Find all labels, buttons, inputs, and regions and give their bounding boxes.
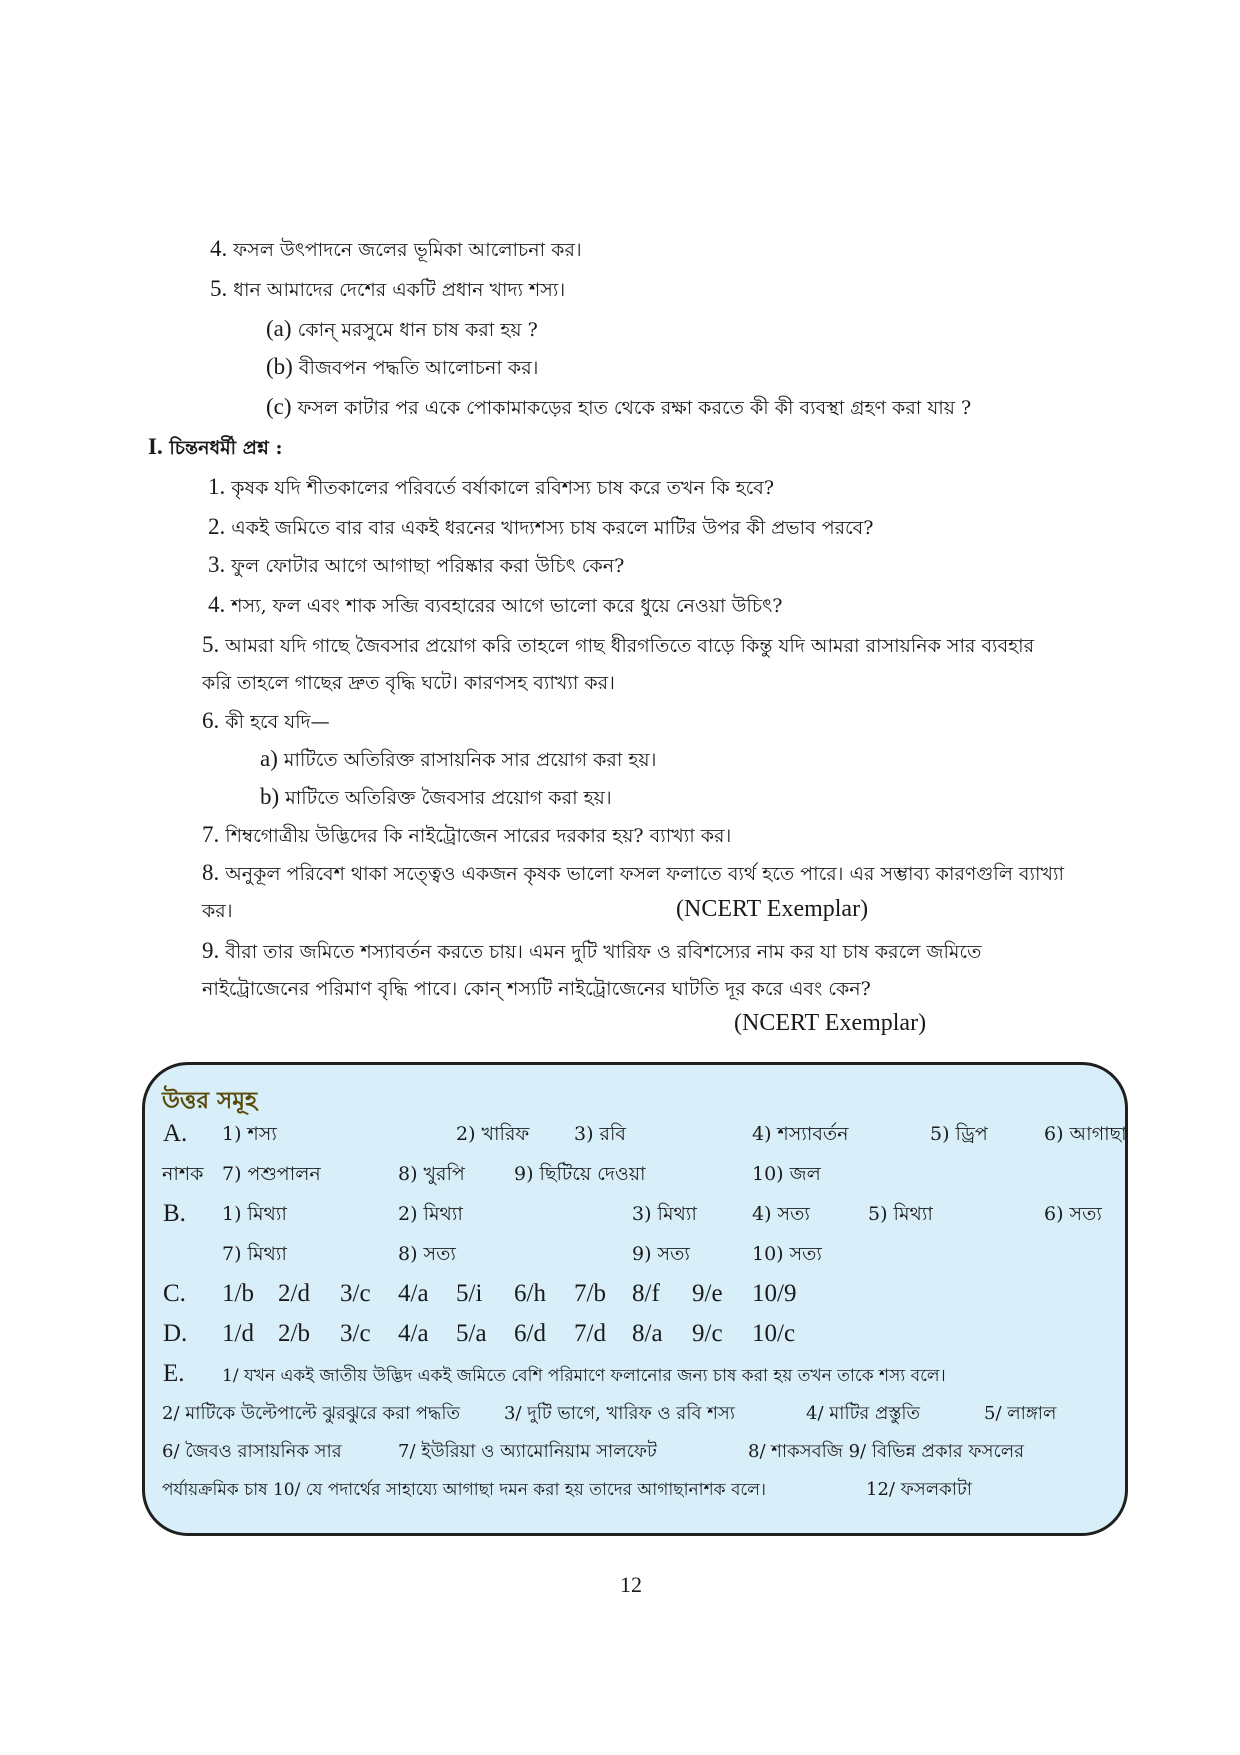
- answer-d10: 10/c: [752, 1320, 796, 1347]
- answer-d8: 8/a: [632, 1320, 663, 1347]
- answer-e8: 8/ শাকসবজি 9/ বিভিন্ন প্রকার ফসলের: [748, 1441, 1025, 1462]
- answer-b9: 9) সত্য: [632, 1243, 690, 1265]
- answer-c9: 9/e: [692, 1280, 723, 1307]
- answer-a5: 5) ড্রিপ: [930, 1123, 988, 1145]
- answer-c4: 4/a: [398, 1280, 429, 1307]
- thinking-question-9-cont: নাইট্রোজেনের পরিমাণ বৃদ্ধি পাবে। কোন্ শস্যটি নাইট্রোজেনের ঘাটতি দূর করে এবং কেন?: [202, 978, 871, 1000]
- thinking-question-3: 3. ফুল ফোটার আগে আগাছা পরিষ্কার করা উচিৎ কেন?: [208, 552, 625, 577]
- answer-b2: 2) মিথ্যা: [398, 1203, 463, 1225]
- exemplar-source-9: (NCERT Exemplar): [734, 1010, 927, 1036]
- answer-d5: 5/a: [456, 1320, 487, 1347]
- answer-b10: 10) সত্য: [752, 1243, 822, 1265]
- answer-d3: 3/c: [340, 1320, 371, 1347]
- answer-d7: 7/d: [574, 1320, 606, 1347]
- answer-e1: 1/ যখন একই জাতীয় উদ্ভিদ একই জমিতে বেশি পরিমাণে ফলানোর জন্য চাষ করা হয় তখন তাকে শস্য বলে।: [222, 1366, 946, 1386]
- answer-d1: 1/d: [222, 1320, 254, 1347]
- thinking-question-6a: a) মাটিতে অতিরিক্ত রাসায়নিক সার প্রয়োগ করা হয়।: [260, 746, 657, 771]
- answer-d6: 6/d: [514, 1320, 546, 1347]
- answer-c1: 1/b: [222, 1280, 254, 1307]
- answer-a6-cont: নাশক: [162, 1163, 204, 1185]
- answer-e4: 4/ মাটির প্রস্তুতি: [806, 1403, 921, 1424]
- answer-c8: 8/f: [632, 1280, 660, 1307]
- answer-a8: 8) খুরপি: [398, 1163, 465, 1185]
- thinking-question-4: 4. শস্য, ফল এবং শাক সব্জি ব্যবহারের আগে ভালো করে ধুয়ে নেওয়া উচিৎ?: [208, 592, 783, 617]
- answer-e2: 2/ মাটিকে উল্টেপাল্টে ঝুরঝুরে করা পদ্ধতি: [162, 1403, 460, 1424]
- answer-e9: পর্যায়ক্রমিক চাষ 10/ যে পদার্থের সাহায্যে আগাছা দমন করা হয় তাদের আগাছানাশক বলে।: [162, 1480, 766, 1500]
- answer-a4: 4) শস্যাবর্তন: [752, 1123, 849, 1145]
- answer-c10: 10/9: [752, 1280, 797, 1307]
- answer-b1: 1) মিথ্যা: [222, 1203, 287, 1225]
- answer-e12: 12/ ফসলকাটা: [866, 1479, 972, 1500]
- answer-a6: 6) আগাছা: [1044, 1123, 1127, 1145]
- answer-a2: 2) খারিফ: [456, 1123, 530, 1145]
- answer-c7: 7/b: [574, 1280, 606, 1307]
- answer-e5: 5/ লাঙ্গাল: [984, 1403, 1057, 1424]
- answer-b8: 8) সত্য: [398, 1243, 456, 1265]
- answer-b7: 7) মিথ্যা: [222, 1243, 287, 1265]
- answer-a1: 1) শস্য: [222, 1123, 277, 1145]
- thinking-question-8: 8. অনুকূল পরিবেশ থাকা সত্ত্বেও একজন কৃষক ভালো ফসল ফলাতে ব্যর্থ হতে পারে। এর সম্ভাব্য কারণগুলি ব্যাখ্যা: [202, 860, 1064, 885]
- answer-c3: 3/c: [340, 1280, 371, 1307]
- question-5: 5. ধান আমাদের দেশের একটি প্রধান খাদ্য শস্য।: [210, 276, 566, 301]
- thinking-question-6: 6. কী হবে যদি—: [202, 708, 330, 733]
- thinking-question-7: 7. শিম্বগোত্রীয় উদ্ভিদের কি নাইট্রোজেন সারের দরকার হয়? ব্যাখ্যা কর।: [202, 822, 732, 847]
- answer-e6: 6/ জৈবও রাসায়নিক সার: [162, 1441, 342, 1462]
- answer-e7: 7/ ইউরিয়া ও অ্যামোনিয়াম সালফেট: [398, 1441, 657, 1462]
- answer-d4: 4/a: [398, 1320, 429, 1347]
- section-heading: I. চিন্তনধর্মী প্রশ্ন :: [148, 434, 283, 459]
- answer-b6: 6) সত্য: [1044, 1203, 1102, 1225]
- answer-a-label: A.: [163, 1120, 188, 1147]
- answer-c5: 5/i: [456, 1280, 483, 1307]
- question-5b: (b) বীজবপন পদ্ধতি আলোচনা কর।: [266, 354, 539, 379]
- answer-c6: 6/h: [514, 1280, 546, 1307]
- thinking-question-2: 2. একই জমিতে বার বার একই ধরনের খাদ্যশস্য চাষ করলে মাটির উপর কী প্রভাব পরবে?: [208, 514, 874, 539]
- question-5a: (a) কোন্ মরসুমে ধান চাষ করা হয় ?: [266, 316, 538, 341]
- answer-b4: 4) সত্য: [752, 1203, 810, 1225]
- page-number: 12: [620, 1572, 642, 1597]
- answer-b3: 3) মিথ্যা: [632, 1203, 697, 1225]
- answer-d-label: D.: [163, 1320, 188, 1347]
- question-5c: (c) ফসল কাটার পর একে পোকামাকড়ের হাত থেকে রক্ষা করতে কী কী ব্যবস্থা গ্রহণ করা যায় ?: [266, 394, 972, 419]
- answer-a10: 10) জল: [752, 1163, 821, 1185]
- thinking-question-6b: b) মাটিতে অতিরিক্ত জৈবসার প্রয়োগ করা হয়।: [260, 784, 612, 809]
- thinking-question-5-cont: করি তাহলে গাছের দ্রুত বৃদ্ধি ঘটে। কারণসহ ব্যাখ্যা কর।: [202, 672, 615, 694]
- answer-b5: 5) মিথ্যা: [868, 1203, 933, 1225]
- thinking-question-8-cont: কর।: [202, 900, 233, 922]
- answer-e-label: E.: [163, 1360, 185, 1387]
- exemplar-source-8: (NCERT Exemplar): [676, 896, 869, 922]
- thinking-question-9: 9. বীরা তার জমিতে শস্যাবর্তন করতে চায়। এমন দুটি খারিফ ও রবিশস্যের নাম কর যা চাষ করলে জমিতে: [202, 938, 982, 963]
- answer-e3: 3/ দুটি ভাগে, খারিফ ও রবি শস্য: [504, 1403, 735, 1424]
- answer-d9: 9/c: [692, 1320, 723, 1347]
- thinking-question-1: 1. কৃষক যদি শীতকালের পরিবর্তে বর্ষাকালে রবিশস্য চাষ করে তখন কি হবে?: [208, 474, 775, 499]
- answer-a9: 9) ছিটিয়ে দেওয়া: [514, 1163, 646, 1185]
- answers-title: উত্তর সমূহ: [162, 1087, 258, 1114]
- answer-d2: 2/b: [278, 1320, 310, 1347]
- answer-c2: 2/d: [278, 1280, 310, 1307]
- answer-b-label: B.: [163, 1200, 186, 1227]
- answer-a7: 7) পশুপালন: [222, 1163, 321, 1185]
- thinking-question-5: 5. আমরা যদি গাছে জৈবসার প্রয়োগ করি তাহলে গাছ ধীরগতিতে বাড়ে কিন্তু যদি আমরা রাসায়নিক সার ব্যবহার: [202, 632, 1035, 657]
- answer-a3: 3) রবি: [574, 1123, 627, 1145]
- question-4: 4. ফসল উৎপাদনে জলের ভূমিকা আলোচনা কর।: [210, 236, 582, 261]
- answer-c-label: C.: [163, 1280, 186, 1307]
